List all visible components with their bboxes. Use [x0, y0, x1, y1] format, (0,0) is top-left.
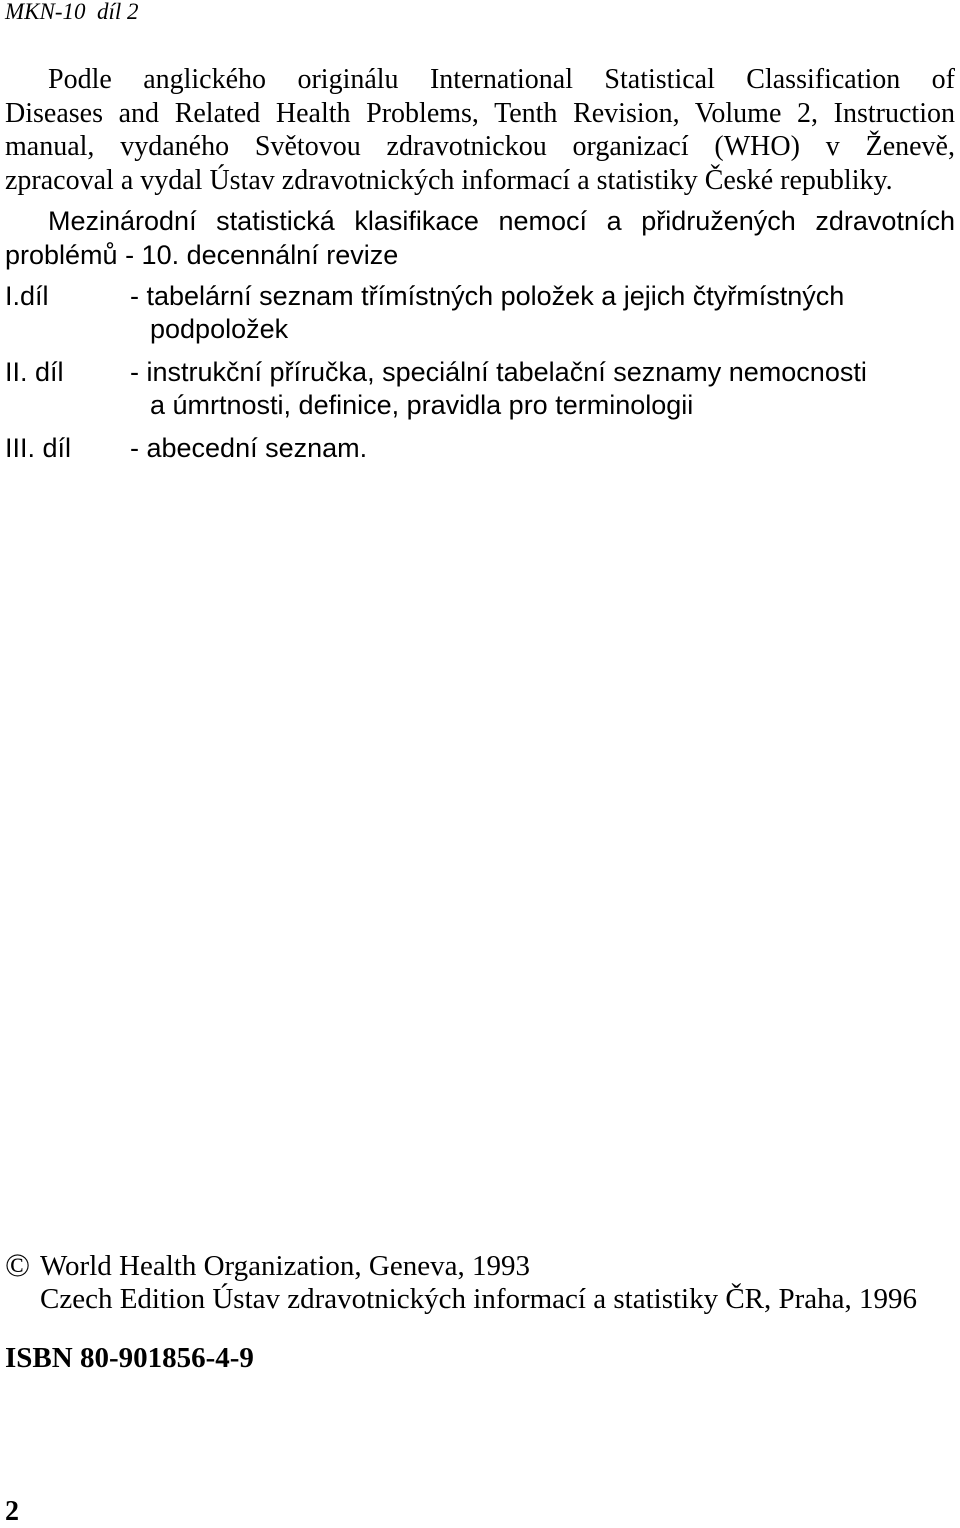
volume-description-line: - tabelární seznam třímístných položek a jejich čtyřmístných	[130, 281, 845, 311]
volume-description-line: a úmrtnosti, definice, pravidla pro terminologii	[150, 390, 694, 420]
intro-line: Diseases and Related Health Problems, Tenth Revision, Volume 2, Instruction	[5, 97, 955, 129]
copyright-line: Czech Edition Ústav zdravotnických informací a statistiky ČR, Praha, 1996	[40, 1283, 918, 1315]
copyright-lines	[40, 1250, 917, 1316]
classification-title-paragraph	[5, 204, 955, 272]
classification-line: Mezinárodní statistická klasifikace nemocí a přidružených zdravotních	[48, 206, 955, 236]
volume-label: I.díl	[5, 281, 49, 311]
isbn: ISBN 80-901856-4-9	[5, 1342, 254, 1374]
running-header: MKN-10 díl 2	[5, 0, 139, 24]
page-number: 2	[5, 1496, 19, 1527]
copyright-symbol: ©	[5, 1248, 31, 1284]
volume-item	[5, 280, 955, 346]
intro-line: Podle anglického originálu International Statistical Classification of	[48, 64, 955, 95]
volume-description-line: - abecední seznam.	[130, 433, 368, 463]
volume-description	[130, 280, 844, 346]
volume-description-line: - instrukční příručka, speciální tabelační seznamy nemocnosti	[130, 357, 867, 387]
volume-item	[5, 356, 955, 422]
volume-list	[5, 280, 955, 475]
intro-line: zpracoval a vydal Ústav zdravotnických informací a statistiky České republiky.	[5, 165, 893, 197]
classification-line: problémů - 10. decennální revize	[5, 240, 399, 270]
volume-description-line: podpoložek	[150, 314, 289, 344]
intro-paragraph	[5, 63, 955, 198]
copyright-line: World Health Organization, Geneva, 1993	[40, 1250, 530, 1282]
copyright-notice	[5, 1250, 955, 1316]
volume-description	[130, 356, 867, 422]
volume-description	[130, 432, 367, 465]
volume-item	[5, 432, 955, 465]
volume-label: III. díl	[5, 433, 72, 463]
volume-label: II. díl	[5, 357, 64, 387]
intro-line: manual, vydaného Světovou zdravotnickou organizací (WHO) v Ženevě,	[5, 131, 955, 163]
